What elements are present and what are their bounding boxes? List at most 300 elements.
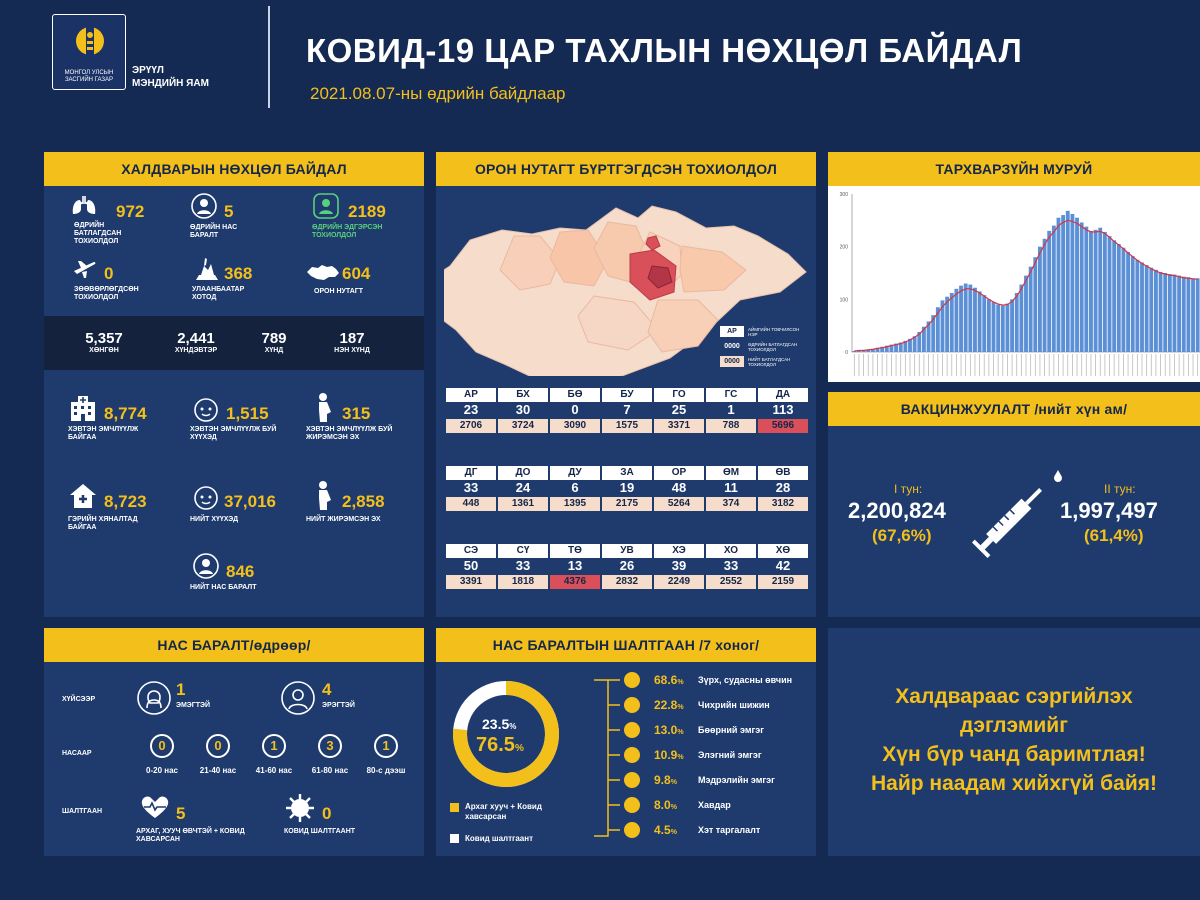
map-legend <box>720 326 814 367</box>
province-cell <box>446 544 496 589</box>
province-daily: 42 <box>775 558 791 573</box>
province-daily: 39 <box>671 558 687 573</box>
epi-bar <box>1019 285 1023 352</box>
legend-text-total: НИЙТ БАТЛАГДСАН ТОХИОЛДОЛ <box>748 356 791 367</box>
x-tick-label <box>1016 354 1017 376</box>
government-logo <box>52 14 126 90</box>
vaccination-heading: ВАКЦИНЖУУЛАЛТ /нийт хүн ам/ <box>828 392 1200 426</box>
female-label: ЭРЭГТЭЙ <box>322 702 355 709</box>
province-daily: 23 <box>463 402 479 417</box>
soyombo-emblem-icon <box>53 15 127 65</box>
total-pregnant-label: НИЙТ ЖИРЭМСЭН ЭХ <box>306 516 381 523</box>
cause-covid-label: КОВИД ШАЛТГААНТ <box>284 828 356 835</box>
hospitalized-label: ХЭВТЭН ЭМЧЛҮҮЛЖ БАЙГАА <box>68 426 139 441</box>
x-tick-label <box>1146 354 1147 376</box>
epi-bar <box>959 286 963 352</box>
province-cell <box>706 544 756 589</box>
province-total: 3371 <box>654 419 704 433</box>
pregnant-icon <box>312 392 336 424</box>
epi-bar <box>1094 230 1098 352</box>
regional-panel <box>436 152 816 617</box>
x-tick-label <box>1114 354 1115 376</box>
epi-bar <box>968 285 972 352</box>
cause-value <box>654 673 684 687</box>
ulaanbaatar-label: УЛААНБААТАР ХОТОД <box>192 286 245 301</box>
province-code: ГО <box>654 388 704 402</box>
epi-bar <box>1075 218 1079 352</box>
rural-value: 604 <box>342 264 371 283</box>
x-tick-label <box>1030 354 1031 376</box>
x-tick-label <box>1063 354 1064 376</box>
x-tick-label <box>1104 354 1105 376</box>
imported-label: ЗӨӨВӨРЛӨГДСӨН ТОХИОЛДОЛ <box>74 286 139 301</box>
x-tick-label <box>928 354 929 376</box>
severity-mild-value: 5,357 <box>85 330 123 347</box>
cause-label: Хэт таргалалт <box>698 825 761 835</box>
province-code: ХО <box>706 544 756 558</box>
hospitalized-pregnant-label: ХЭВТЭН ЭМЧЛҮҮЛЖ БУЙ ЖИРЭМСЭН ЭХ <box>306 426 393 441</box>
epi-bar <box>1173 275 1177 352</box>
virus-icon <box>284 792 316 824</box>
airplane-icon <box>72 258 96 280</box>
hospitalized-value: 8,774 <box>104 404 147 423</box>
x-tick-label <box>1174 354 1175 376</box>
cause-label: Бөөрний эмгэг <box>698 725 764 735</box>
epi-bar <box>1103 232 1107 352</box>
legend-text-code: АЙМГИЙН ТОВЧИЛСОН НЭР <box>748 326 800 337</box>
age-count-circle: 1 <box>374 734 398 758</box>
province-code: БХ <box>498 388 548 402</box>
brain-icon <box>624 772 640 788</box>
province-daily: 33 <box>515 558 531 573</box>
legend-covid-swatch <box>450 834 459 843</box>
province-code: АР <box>446 388 496 402</box>
province-daily: 25 <box>671 402 687 417</box>
epi-bar <box>1122 248 1126 352</box>
province-cell <box>602 388 652 433</box>
x-tick-label <box>1081 354 1082 376</box>
x-tick-label <box>1086 354 1087 376</box>
daily-confirmed-label: ӨДРИЙН БАТЛАГДСАН ТОХИОЛДОЛ <box>74 222 122 245</box>
epi-bar <box>1182 277 1186 352</box>
syringe-icon <box>962 466 1064 568</box>
x-tick-label <box>1128 354 1129 376</box>
cause-value-sign: % <box>677 729 684 736</box>
child-icon-total <box>192 484 220 512</box>
hospitalized-children-label: ХЭВТЭН ЭМЧЛҮҮЛЖ БУЙ ХҮҮХЭД <box>190 426 277 441</box>
by-cause-label: ШАЛТГААН <box>62 808 103 815</box>
x-tick-label <box>1160 354 1161 376</box>
epi-bar <box>1145 265 1149 352</box>
x-tick-label <box>975 354 976 376</box>
province-cell <box>446 466 496 511</box>
epi-bar <box>1015 293 1019 352</box>
x-tick-label <box>872 354 873 376</box>
y-tick-label: 200 <box>839 244 848 251</box>
age-group-label: 80-с дээш <box>366 766 406 775</box>
epi-bar <box>954 289 958 352</box>
cause-value <box>654 823 677 837</box>
dose1-label: I тун: <box>894 482 923 496</box>
province-daily: 30 <box>515 402 531 417</box>
epi-bar <box>1070 214 1074 352</box>
female-value: 4 <box>322 680 332 699</box>
severity-critical-label: НЭН ХҮНД <box>334 347 370 354</box>
province-cell <box>602 466 652 511</box>
cause-label: Хавдар <box>698 800 731 810</box>
legend-chronic <box>450 802 585 822</box>
age-group-label: 21-40 нас <box>199 766 237 775</box>
x-tick-label <box>956 354 957 376</box>
logo-text-2: ЗАСГИЙН ГАЗАР <box>64 77 114 83</box>
epi-bar <box>945 297 949 352</box>
cause-value <box>654 748 684 762</box>
mongolia-map-icon <box>306 264 340 280</box>
epi-bar <box>1112 240 1116 352</box>
province-cell <box>758 544 808 589</box>
epi-bar <box>964 284 968 352</box>
epi-bar <box>1029 267 1033 352</box>
epi-bar <box>1047 231 1051 352</box>
province-code: ДО <box>498 466 548 480</box>
cause-value-number: 10.9 <box>654 748 678 762</box>
cause-value-number: 22.8 <box>654 698 678 712</box>
province-code: ДА <box>758 388 808 402</box>
province-daily: 28 <box>775 480 791 495</box>
x-tick-label <box>896 354 897 376</box>
province-code: ӨМ <box>706 466 756 480</box>
cause-value-number: 8.0 <box>654 798 671 812</box>
epi-bar <box>1135 260 1139 352</box>
province-code: БӨ <box>550 388 600 402</box>
epi-bar <box>950 293 954 352</box>
cause-chronic-value: 5 <box>176 804 186 823</box>
age-group-label: 0-20 нас <box>146 766 178 775</box>
cause-connector-lines <box>592 672 622 848</box>
daily-deaths-panel <box>44 628 424 856</box>
province-cell <box>706 466 756 511</box>
epi-bar <box>1191 278 1195 352</box>
province-daily: 19 <box>619 480 635 495</box>
cause-value-sign: % <box>677 754 684 761</box>
legend-chronic-swatch <box>450 803 459 812</box>
province-cell <box>498 544 548 589</box>
province-daily: 11 <box>724 480 738 495</box>
severity-band <box>44 316 424 370</box>
causes-heading: НАС БАРАЛТЫН ШАЛТГААН /7 хоног/ <box>436 628 816 662</box>
ulaanbaatar-value: 368 <box>224 264 253 283</box>
province-cell <box>654 388 704 433</box>
x-tick-label <box>1151 354 1152 376</box>
x-tick-label <box>1118 354 1119 376</box>
causes-panel <box>436 628 816 856</box>
province-code: ЗА <box>602 466 652 480</box>
total-deaths-label: НИЙТ НАС БАРАЛТ <box>190 584 257 591</box>
vaccination-panel <box>828 392 1200 617</box>
province-code: ДГ <box>446 466 496 480</box>
person-deceased-icon-total <box>192 552 220 580</box>
heart-pulse-icon <box>140 794 170 820</box>
by-gender-label: ХҮЙСЭЭР <box>62 696 96 703</box>
epi-bar <box>1108 236 1112 352</box>
epi-bar <box>1159 272 1163 352</box>
province-total: 5264 <box>654 497 704 511</box>
age-count-circle: 0 <box>150 734 174 758</box>
epi-bar <box>1084 227 1088 352</box>
epi-bar <box>1057 218 1061 352</box>
x-tick-label <box>1067 354 1068 376</box>
x-tick-label <box>859 354 860 376</box>
cause-chronic-label: АРХАГ, ХУУЧ ӨВЧТЭЙ + КОВИД ХАВСАРСАН <box>136 828 245 843</box>
x-tick-label <box>1123 354 1124 376</box>
province-cell <box>654 544 704 589</box>
epi-bar <box>1168 274 1172 352</box>
x-tick-label <box>914 354 915 376</box>
province-code: ОР <box>654 466 704 480</box>
province-total: 1818 <box>498 575 548 589</box>
legend-covid <box>450 834 533 843</box>
liver-icon <box>624 747 640 763</box>
province-total: 5696 <box>758 419 808 433</box>
cause-value-sign: % <box>670 779 677 786</box>
age-count-circle: 0 <box>206 734 230 758</box>
x-tick-label <box>1002 354 1003 376</box>
x-tick-label <box>863 354 864 376</box>
infection-heading: ХАЛДВАРЫН НӨХЦӨЛ БАЙДАЛ <box>44 152 424 186</box>
province-daily: 33 <box>723 558 739 573</box>
province-code: БУ <box>602 388 652 402</box>
epi-bar <box>1149 268 1153 352</box>
x-tick-label <box>905 354 906 376</box>
epi-bar <box>1066 211 1070 352</box>
dose2-value: 1,997,497 <box>1060 498 1158 523</box>
x-tick-label <box>910 354 911 376</box>
donut-large-pct <box>476 734 524 757</box>
epi-bar <box>1043 239 1047 352</box>
x-tick-label <box>970 354 971 376</box>
daily-deaths-label: ӨДРИЙН НАС БАРАЛТ <box>190 224 238 239</box>
x-tick-label <box>1091 354 1092 376</box>
cause-value <box>654 773 677 787</box>
province-total: 2552 <box>706 575 756 589</box>
age-group-label: 61-80 нас <box>311 766 349 775</box>
province-daily: 6 <box>571 480 579 495</box>
legend-box-daily: 0000 <box>724 343 740 350</box>
epi-bar <box>1131 256 1135 352</box>
daily-deaths-heading: НАС БАРАЛТ/өдрөөр/ <box>44 628 424 662</box>
epi-bar <box>1117 244 1121 352</box>
logo-text-1: МОНГОЛ УЛСЫН <box>64 70 114 76</box>
person-recovered-icon <box>312 192 340 220</box>
dose2-percent: (61,4%) <box>1084 526 1144 545</box>
donut-large-pct-sign: % <box>514 743 524 754</box>
lungs-icon <box>70 194 98 216</box>
x-tick-label <box>1049 354 1050 376</box>
cause-label: Элэгний эмгэг <box>698 750 762 760</box>
x-tick-label <box>1058 354 1059 376</box>
cause-value-number: 68.6 <box>654 673 678 687</box>
province-cell <box>550 544 600 589</box>
donut-small-pct-sign: % <box>509 722 517 731</box>
epi-bar <box>1186 277 1190 352</box>
province-daily: 113 <box>772 402 794 417</box>
province-daily: 26 <box>619 558 635 573</box>
x-tick-label <box>951 354 952 376</box>
dose1-value: 2,200,824 <box>848 498 946 523</box>
cause-value-sign: % <box>677 704 684 711</box>
severity-severe-value: 789 <box>261 330 287 347</box>
province-code: СҮ <box>498 544 548 558</box>
cause-value-sign: % <box>670 804 677 811</box>
severity-moderate-value: 2,441 <box>177 330 215 347</box>
cause-value-number: 9.8 <box>654 773 671 787</box>
epi-bar <box>978 291 982 352</box>
x-tick-label <box>1169 354 1170 376</box>
regional-heading: ОРОН НУТАГТ БҮРТГЭГДСЭН ТОХИОЛДОЛ <box>436 152 816 186</box>
x-tick-label <box>868 354 869 376</box>
legend-covid-label: Ковид шалтгаант <box>465 834 534 843</box>
province-code: УВ <box>602 544 652 558</box>
x-tick-label <box>1053 354 1054 376</box>
x-tick-label <box>1007 354 1008 376</box>
epi-bar <box>1010 299 1014 352</box>
x-tick-label <box>891 354 892 376</box>
donut-large-pct-value: 76.5 <box>476 734 515 756</box>
home-icon <box>68 482 98 510</box>
x-tick-label <box>1012 354 1013 376</box>
x-tick-label <box>1165 354 1166 376</box>
x-tick-label <box>998 354 999 376</box>
hospitalized-children-value: 1,515 <box>226 404 269 423</box>
epi-bar <box>1154 270 1158 352</box>
x-tick-label <box>924 354 925 376</box>
cause-value <box>654 723 684 737</box>
severity-critical <box>322 330 382 355</box>
x-tick-label <box>1026 354 1027 376</box>
male-label: ЭМЭГТЭЙ <box>176 702 211 709</box>
province-total: 788 <box>706 419 756 433</box>
legend-chronic-label: Архаг хууч + Ковид хавсарсан <box>465 802 542 821</box>
x-tick-label <box>1193 354 1194 376</box>
donut-small-pct-value: 23.5 <box>482 716 510 732</box>
x-tick-label <box>1132 354 1133 376</box>
epi-bar <box>1080 222 1084 352</box>
daily-recovered-value: 2189 <box>348 202 386 221</box>
province-cell <box>758 466 808 511</box>
province-cell <box>498 388 548 433</box>
x-tick-label <box>1100 354 1101 376</box>
dose1-percent: (67,6%) <box>872 526 932 545</box>
obesity-icon <box>624 822 640 838</box>
province-daily: 33 <box>463 480 479 495</box>
epi-bar <box>1061 215 1065 352</box>
province-daily: 0 <box>571 402 579 417</box>
infection-panel <box>44 152 424 617</box>
province-total: 2832 <box>602 575 652 589</box>
by-age-label: НАСААР <box>62 750 92 757</box>
ministry-line-1: ЭРҮҮЛ <box>132 65 164 76</box>
x-tick-label <box>900 354 901 376</box>
province-total: 3391 <box>446 575 496 589</box>
x-tick-label <box>1095 354 1096 376</box>
heart-icon <box>624 672 640 688</box>
x-tick-label <box>993 354 994 376</box>
age-count-circle: 3 <box>318 734 342 758</box>
x-tick-label <box>933 354 934 376</box>
cause-value-sign: % <box>677 679 684 686</box>
imported-value: 0 <box>104 264 114 283</box>
x-tick-label <box>1072 354 1073 376</box>
total-children-value: 37,016 <box>224 492 276 511</box>
header-divider <box>268 6 270 108</box>
daily-deaths-value: 5 <box>224 202 234 221</box>
x-tick-label <box>1183 354 1184 376</box>
rural-label: ОРОН НУТАГТ <box>314 288 364 295</box>
x-tick-label <box>1197 354 1198 376</box>
x-tick-label <box>1109 354 1110 376</box>
x-tick-label <box>854 354 855 376</box>
child-icon <box>192 396 220 424</box>
epi-curve-heading: ТАРХВАРЗҮЙН МУРУЙ <box>828 152 1200 186</box>
tumor-icon <box>624 797 640 813</box>
province-total: 2175 <box>602 497 652 511</box>
legend-text-daily: ӨДРИЙН БАТЛАГДСАН ТОХИОЛДОЛ <box>748 341 798 352</box>
province-daily: 24 <box>515 480 531 495</box>
daily-recovered-label: ӨДРИЙН ЭДГЭРСЭН ТОХИОЛДОЛ <box>312 224 383 239</box>
epi-bar <box>1033 257 1037 352</box>
age-count-circle: 1 <box>262 734 286 758</box>
ministry-line-2: МЭНДИЙН ЯАМ <box>132 78 209 89</box>
province-cell <box>550 466 600 511</box>
kidney-icon <box>624 722 640 738</box>
province-total: 1575 <box>602 419 652 433</box>
severity-moderate <box>166 330 226 355</box>
epi-bar <box>1089 231 1093 352</box>
province-cell <box>550 388 600 433</box>
x-tick-label <box>1156 354 1157 376</box>
x-tick-label <box>1188 354 1189 376</box>
province-code: ГС <box>706 388 756 402</box>
x-tick-label <box>1044 354 1045 376</box>
x-tick-label <box>919 354 920 376</box>
hospital-icon <box>68 394 98 422</box>
province-total: 3182 <box>758 497 808 511</box>
province-cell <box>654 466 704 511</box>
message-line-4: Найр наадам хийхгүй байя! <box>871 772 1157 795</box>
cause-label: Зүрх, судасны өвчин <box>698 675 793 685</box>
dose2-label: II тун: <box>1104 482 1136 496</box>
message-panel <box>828 628 1200 856</box>
total-children-label: НИЙТ ХҮҮХЭД <box>190 516 239 523</box>
y-tick-label: 100 <box>839 297 848 304</box>
male-value: 1 <box>176 680 186 699</box>
province-daily: 7 <box>623 402 631 417</box>
epi-bar <box>1126 252 1130 352</box>
severity-severe-label: ХҮНД <box>264 347 284 354</box>
province-total: 4376 <box>550 575 600 589</box>
female-icon <box>136 680 172 716</box>
x-tick-label <box>979 354 980 376</box>
epi-bar <box>1001 306 1005 352</box>
cause-value-sign: % <box>670 829 677 836</box>
province-total: 448 <box>446 497 496 511</box>
epi-bar <box>982 295 986 352</box>
province-code: ДУ <box>550 466 600 480</box>
epi-bar <box>996 305 1000 352</box>
cause-label: Мэдрэлийн эмгэг <box>698 775 775 785</box>
cause-covid-value: 0 <box>322 804 332 823</box>
province-code: ХӨ <box>758 544 808 558</box>
